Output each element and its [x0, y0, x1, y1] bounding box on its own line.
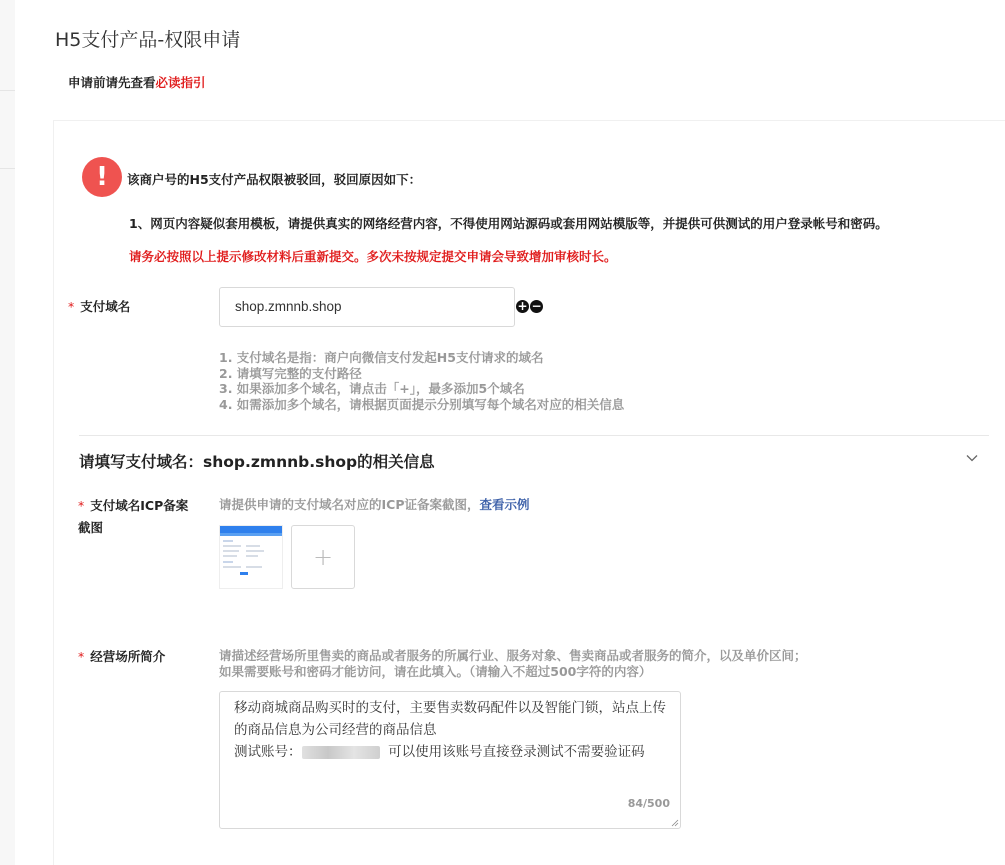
icp-label: [78, 495, 188, 539]
text-line: 移动商城商品购买时的支付，主要售卖数码配件以及智能门锁，站点上传的商品信息为公司经营的商品信息: [234, 700, 666, 738]
char-counter: 84/500: [627, 797, 670, 810]
left-nav-strip: [0, 0, 15, 865]
business-hint: [219, 648, 807, 680]
rejection-notice: 请务必按照以上提示修改材料后重新提交。多次未按规定提交申请会导致增加审核时长。: [129, 249, 617, 264]
add-domain-button[interactable]: +: [517, 299, 528, 313]
business-label: [78, 646, 165, 668]
guide-notice: [68, 73, 206, 91]
icp-hint: [219, 497, 530, 513]
domain-input[interactable]: shop.zmnnb.shop: [219, 287, 515, 327]
section-divider: [79, 435, 989, 436]
domain-tip: 3. 如果添加多个域名，请点击「+」，最多添加5个域名: [219, 381, 525, 396]
required-mark: *: [78, 498, 85, 513]
section-heading: 请填写支付域名：shop.zmnnb.shop的相关信息: [79, 453, 435, 471]
resize-grip-icon[interactable]: [671, 819, 679, 827]
rejection-reason: 1、网页内容疑似套用模板，请提供真实的网络经营内容，不得使用网站源码或套用网站模版等，并提供可供测试的用户登录帐号和密码。: [129, 216, 888, 231]
page-title: H5支付产品-权限申请: [55, 29, 241, 51]
business-hint-line: 如果需要账号和密码才能访问，请在此填入。（请输入不超过500字符的内容）: [219, 664, 652, 679]
domain-tips: [219, 350, 624, 412]
icp-screenshot-image: [220, 526, 283, 589]
text-line: 可以使用该账号直接登录测试不需要验证码: [379, 744, 645, 760]
business-description-textarea[interactable]: [219, 691, 681, 829]
domain-tip: 4. 如需添加多个域名，请根据页面提示分别填写每个域名对应的相关信息: [219, 396, 625, 412]
business-label-text: 经营场所简介: [90, 649, 166, 664]
icp-label-line2: 截图: [78, 520, 104, 535]
upload-button[interactable]: +: [291, 525, 355, 589]
nav-divider: [0, 168, 15, 169]
remove-domain-button[interactable]: −: [531, 299, 542, 313]
domain-tip: 2. 请填写完整的支付路径: [219, 365, 362, 381]
icp-label-line1: 支付域名ICP备案: [90, 498, 189, 513]
required-mark: *: [78, 649, 85, 664]
business-description-text: [234, 697, 666, 763]
icp-screenshot-thumbnail[interactable]: [219, 525, 283, 589]
rejection-title: 该商户号的H5支付产品权限被驳回，驳回原因如下：: [127, 172, 422, 187]
business-hint-line: 请描述经营场所里售卖的商品或者服务的所属行业、服务对象、售卖商品或者服务的简介，以及单价区间；: [219, 648, 807, 663]
exclamation-icon: !: [82, 157, 122, 197]
chevron-down-icon[interactable]: [966, 452, 978, 464]
text-line: 测试账号：: [234, 744, 302, 760]
redacted-account: [302, 746, 380, 759]
icp-hint-text: 请提供申请的支付域名对应的ICP证备案截图，: [219, 497, 480, 512]
view-example-link[interactable]: 查看示例: [479, 497, 530, 512]
guide-prefix: 申请前请先查看: [68, 75, 156, 90]
domain-label: [68, 296, 130, 318]
nav-divider: [0, 90, 15, 91]
domain-label-text: 支付域名: [80, 299, 131, 314]
domain-tip: 1. 支付域名是指：商户向微信支付发起H5支付请求的域名: [219, 350, 544, 365]
guide-link[interactable]: 必读指引: [155, 75, 206, 90]
required-mark: *: [68, 299, 75, 314]
